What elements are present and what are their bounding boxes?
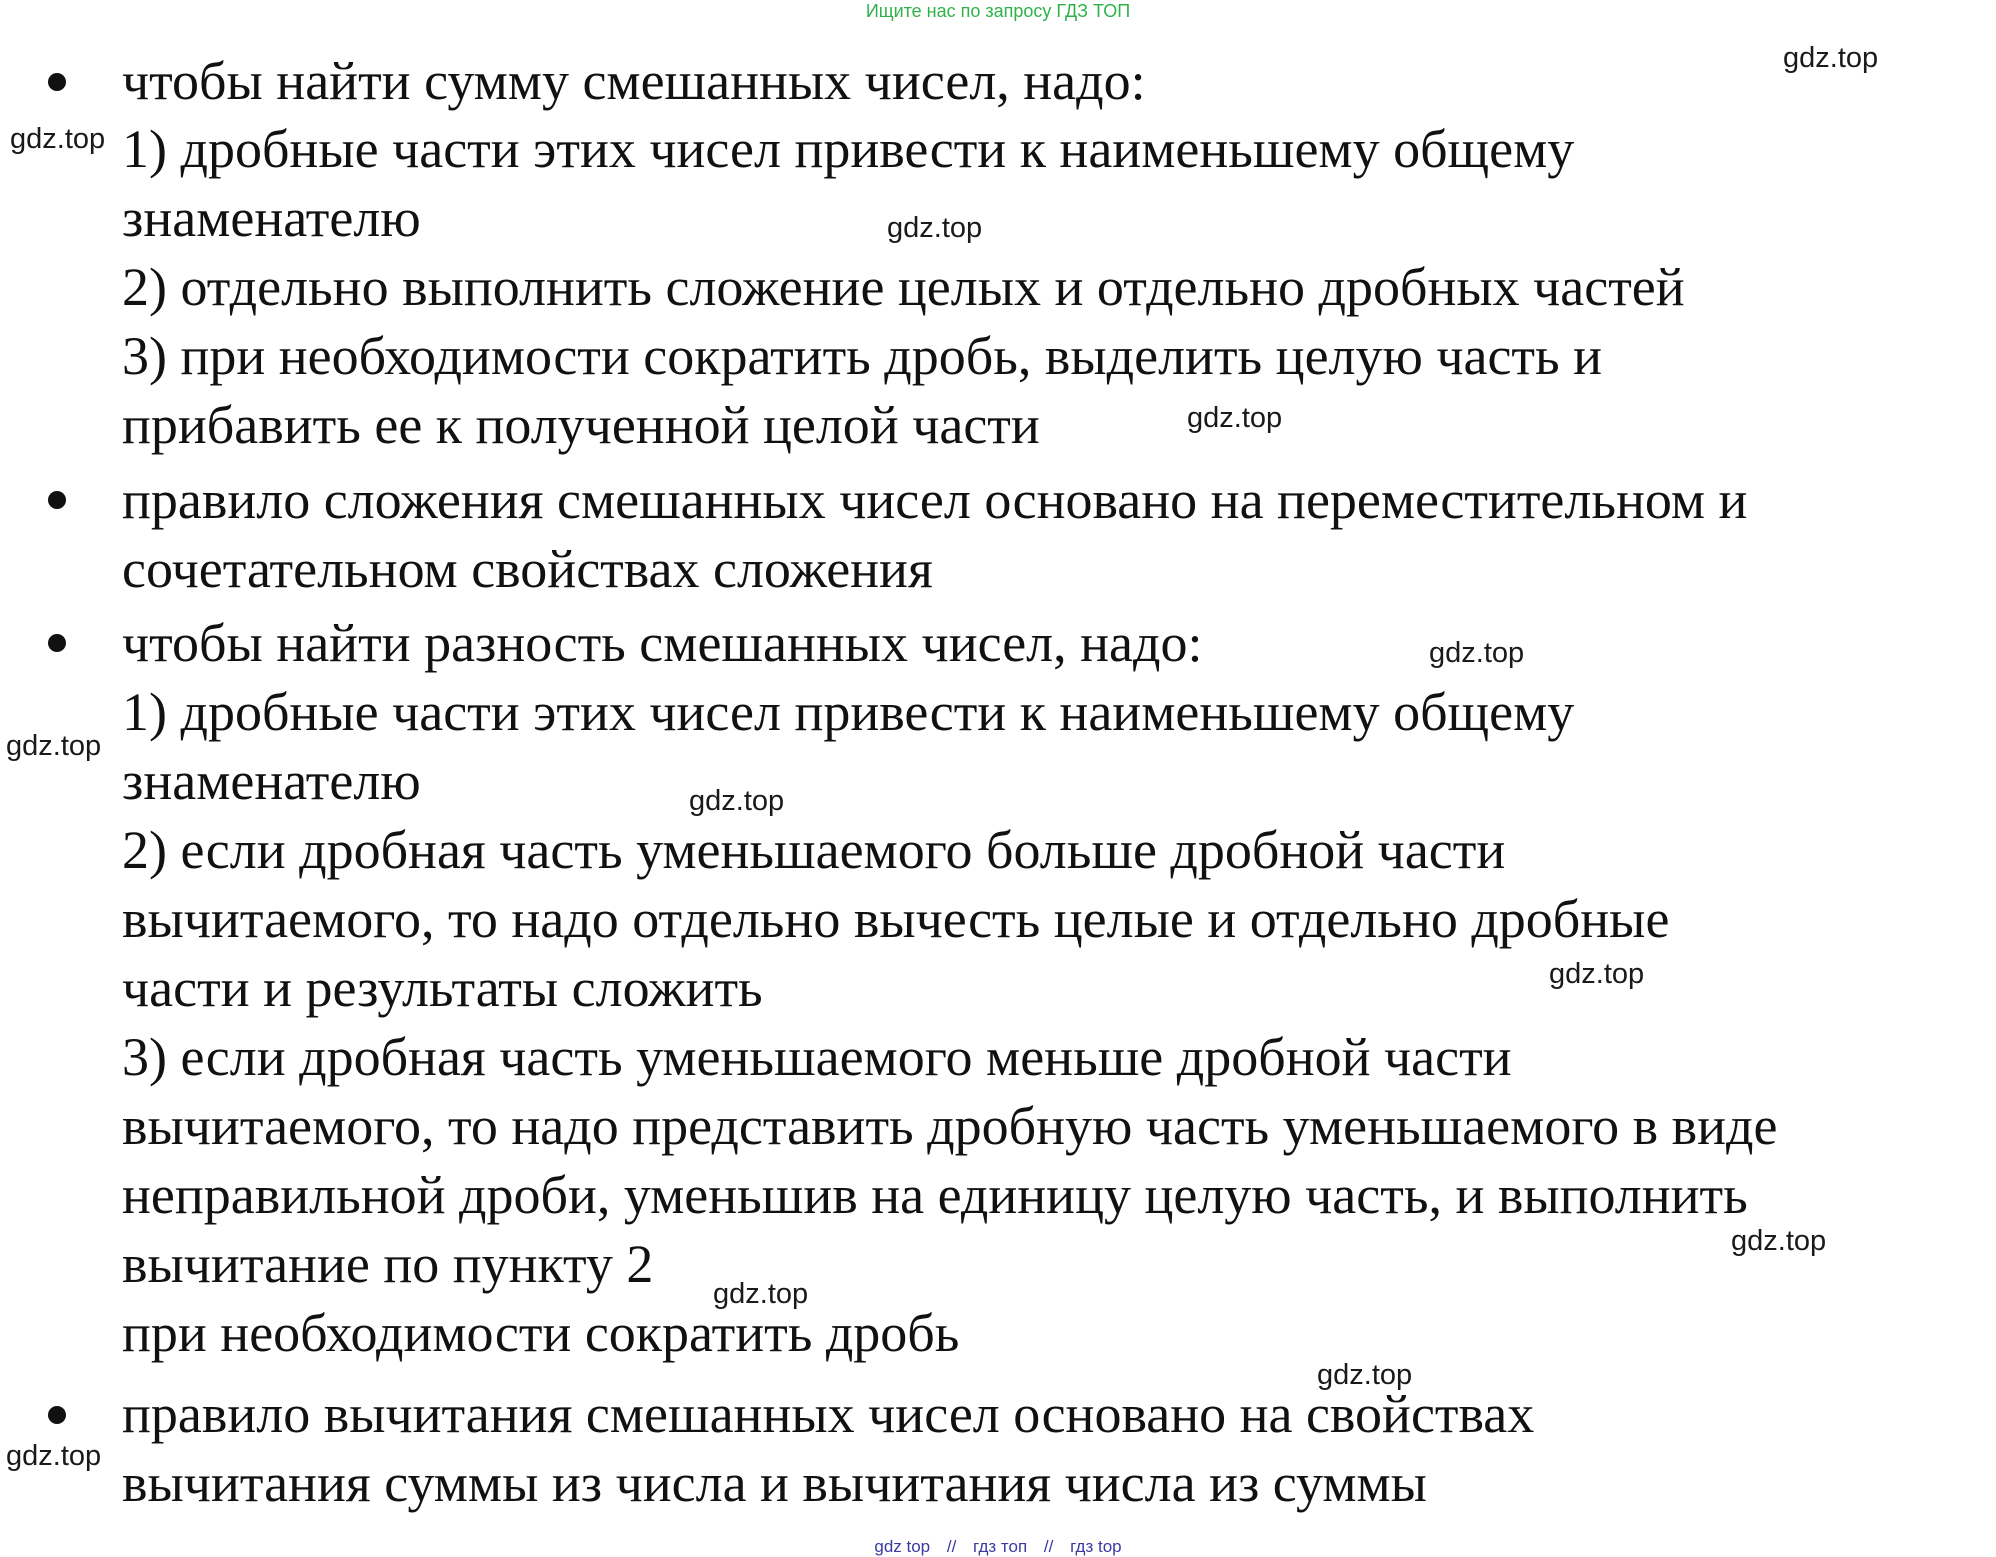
footer [0,1537,1996,1557]
text-line: части и результаты сложить [122,958,763,1018]
text-line: 2) если дробная часть уменьшаемого больше дробной части [122,820,1506,880]
text-line: вычитаемого, то надо отдельно вычесть целые и отдельно дробные [122,889,1670,949]
watermark: gdz.top [1187,402,1283,434]
footer-separator: // [1043,1537,1054,1556]
bullet-marker [48,73,66,91]
text-line: вычитания суммы из числа и вычитания числа из суммы [122,1453,1427,1513]
watermark: gdz.top [1783,42,1879,74]
watermark: gdz.top [1731,1225,1827,1257]
text-line: при необходимости сократить дробь [122,1303,960,1363]
footer-link[interactable]: гдз топ [973,1537,1028,1556]
text-line: знаменателю [122,751,421,811]
text-line: вычитание по пункту 2 [122,1234,654,1294]
bullet-marker [48,634,66,652]
text-line: чтобы найти сумму смешанных чисел, надо: [122,51,1146,111]
watermark: gdz.top [1549,958,1645,990]
text-line: 1) дробные части этих чисел привести к наименьшему общему [122,119,1575,179]
text-line: правило вычитания смешанных чисел основано на свойствах [122,1384,1535,1444]
text-line: сочетательном свойствах сложения [122,539,933,599]
text-line: правило сложения смешанных чисел основано на переместительном и [122,470,1748,530]
text-line: 1) дробные части этих чисел привести к наименьшему общему [122,682,1575,742]
text-line: вычитаемого, то надо представить дробную часть уменьшаемого в виде [122,1096,1778,1156]
text-line: 3) при необходимости сократить дробь, выделить целую часть и [122,326,1603,386]
watermark: gdz.top [10,123,106,155]
text-line: знаменателю [122,188,421,248]
bullet-marker [48,491,66,509]
watermark: gdz.top [689,785,785,817]
text-line: неправильной дроби, уменьшив на единицу целую часть, и выполнить [122,1165,1748,1225]
footer-separator: // [946,1537,957,1556]
watermark: gdz.top [713,1278,809,1310]
footer-link[interactable]: гдз top [1070,1537,1122,1556]
top-banner: Ищите нас по запросу ГДЗ ТОП [865,1,1131,21]
watermark: gdz.top [1317,1359,1413,1391]
watermark: gdz.top [6,1440,102,1472]
text-line: 3) если дробная часть уменьшаемого меньше дробной части [122,1027,1512,1087]
watermark: gdz.top [1429,637,1525,669]
footer-link[interactable]: gdz top [874,1537,931,1556]
watermark: gdz.top [6,730,102,762]
watermark: gdz.top [887,212,983,244]
text-line: прибавить ее к полученной целой части [122,395,1040,455]
bullet-marker [48,1406,66,1424]
text-line: 2) отдельно выполнить сложение целых и отдельно дробных частей [122,257,1685,317]
text-line: чтобы найти разность смешанных чисел, надо: [122,613,1203,673]
